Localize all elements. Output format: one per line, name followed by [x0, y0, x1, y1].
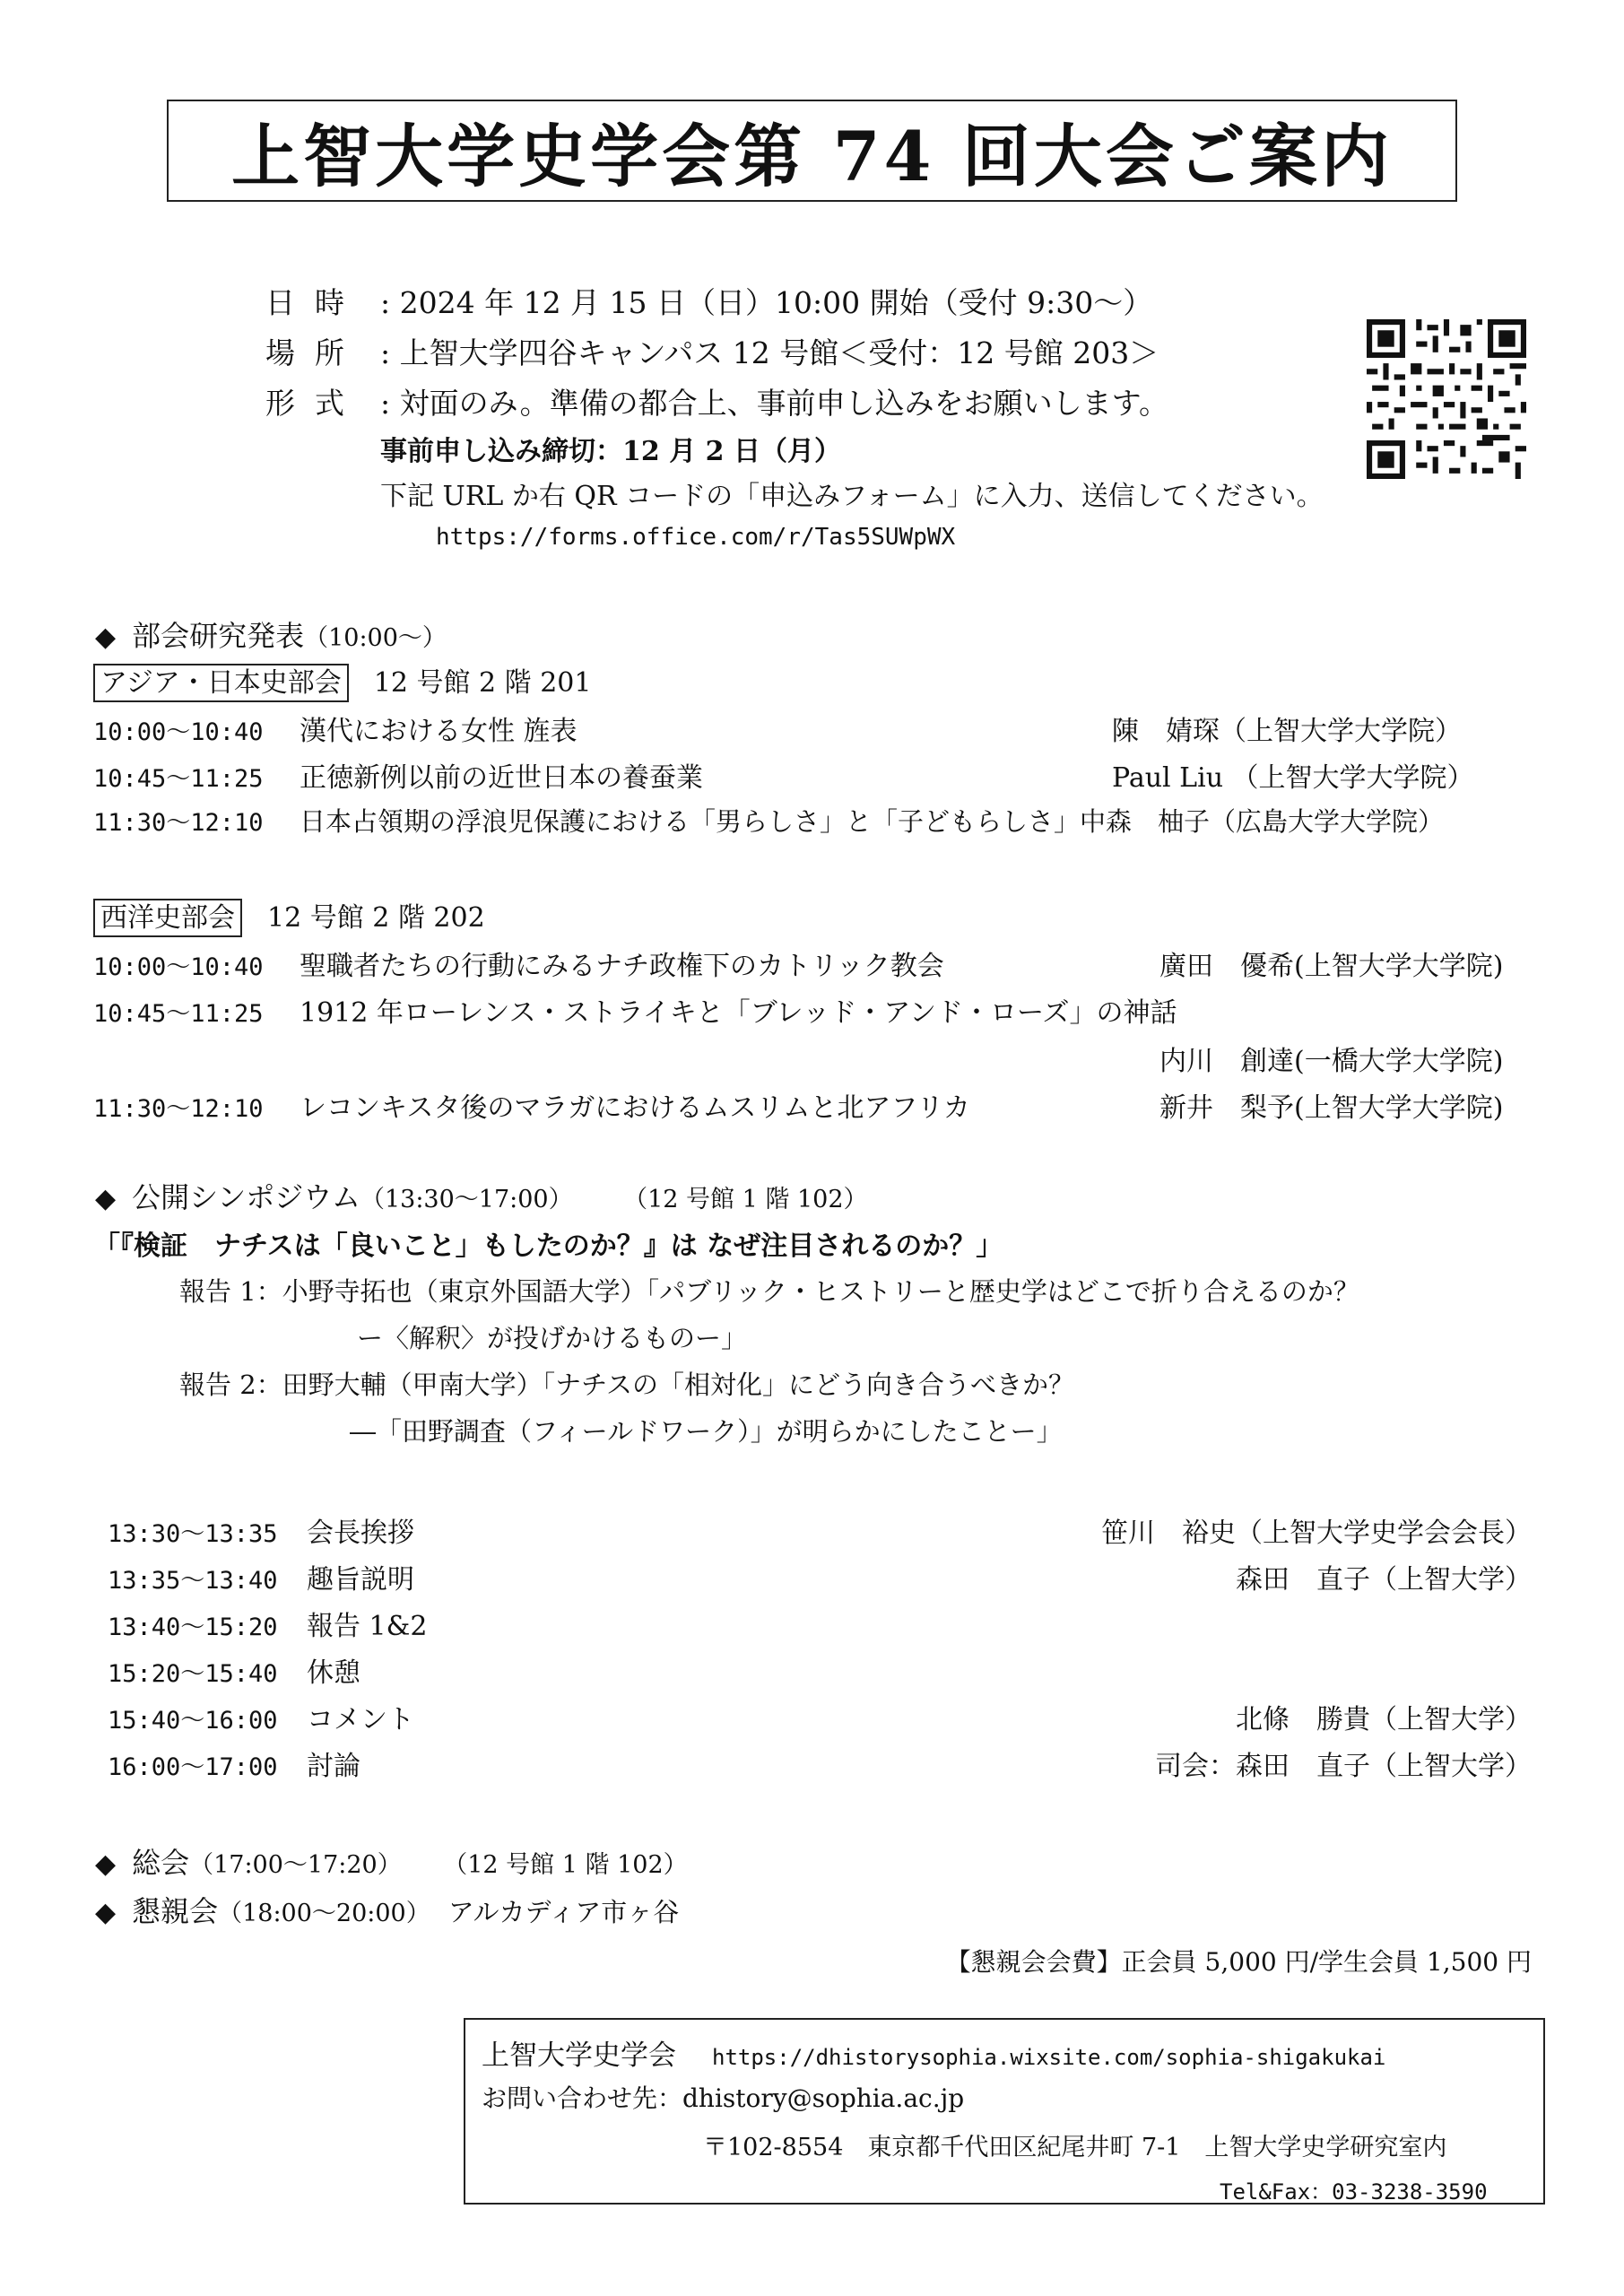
- qr-code-icon[interactable]: [1367, 319, 1526, 479]
- schedule-row: 13:30〜13:35 会長挨拶: [108, 1518, 414, 1549]
- diamond-icon: ◆: [95, 622, 117, 653]
- section-reception: [95, 1889, 679, 1930]
- schedule-person: 笹川 裕史（上智大学史学会会長）: [1101, 1518, 1532, 1549]
- western-division-name: 西洋史部会: [93, 899, 242, 937]
- reception-fee: 【懇親会会費】正会員 5,000 円/学生会員 1,500 円: [945, 1947, 1532, 1977]
- section-symposium: [95, 1175, 868, 1216]
- info-format: [265, 380, 1168, 422]
- section-general-meeting: [95, 1840, 688, 1882]
- table-row: 10:00〜10:40 漢代における女性 旌表: [93, 716, 578, 747]
- western-division-room: 12 号館 2 階 202: [267, 902, 485, 934]
- table-row: 10:00〜10:40 聖職者たちの行動にみるナチ政権下のカトリック教会: [93, 951, 944, 982]
- instruction: 下記 URL か右 QR コードの「申込みフォーム」に入力、送信してください。: [380, 481, 1324, 512]
- schedule-person: 森田 直子（上智大学）: [1236, 1564, 1532, 1596]
- presenter: 内川 創達(一橋大学大学院): [1159, 1046, 1504, 1077]
- info-place: [265, 330, 1159, 372]
- schedule-row: 13:35〜13:40 趣旨説明: [108, 1564, 414, 1596]
- place-label: 場所: [265, 335, 364, 370]
- date-label: 日時: [265, 285, 364, 320]
- contact-address: 〒102-8554 東京都千代田区紀尾井町 7-1 上智大学史学研究室内: [703, 2134, 1447, 2161]
- schedule-row: 15:20〜15:40 休憩: [108, 1657, 360, 1689]
- place-value: : 上智大学四谷キャンパス 12 号館＜受付：12 号館 203＞: [380, 335, 1159, 370]
- format-label: 形式: [265, 386, 364, 421]
- contact-org-name: 上智大学史学会: [482, 2039, 676, 2072]
- section-general-meeting-title: 総会: [132, 1846, 190, 1880]
- western-division-header: [93, 895, 485, 935]
- contact-email: お問い合わせ先：dhistory@sophia.ac.jp: [482, 2083, 965, 2113]
- section-symposium-time: （13:30〜17:00）: [360, 1186, 573, 1213]
- schedule-row: 16:00〜17:00 討論: [108, 1751, 360, 1782]
- asia-division-header: [93, 660, 591, 700]
- schedule-row: 15:40〜16:00 コメント: [108, 1704, 414, 1735]
- date-value: : 2024 年 12 月 15 日（日）10:00 開始（受付 9:30〜）: [380, 285, 1153, 320]
- contact-org: [482, 2032, 1385, 2073]
- section-symposium-room: （12 号館 1 階 102）: [635, 1186, 868, 1213]
- section-research-title: 部会研究発表: [132, 619, 305, 653]
- table-row: 10:45〜11:25 正徳新例以前の近世日本の養蚕業: [93, 762, 703, 794]
- report-2-line-1: 報告 2：田野大輔（甲南大学）「ナチスの「相対化」にどう向き合うべきか？: [179, 1370, 1075, 1400]
- schedule-row: 13:40〜15:20 報告 1&2: [108, 1611, 428, 1642]
- table-row: 11:30〜12:10 日本占領期の浮浪児保護における「男らしさ」と「子どもらしさ」中森 柚子（広島大学大学院）: [93, 806, 1445, 837]
- table-row: 11:30〜12:10 レコンキスタ後のマラガにおけるムスリムと北アフリカ: [93, 1092, 970, 1124]
- diamond-icon: ◆: [95, 1848, 117, 1880]
- section-research-time: （10:00〜）: [304, 624, 447, 652]
- report-1-line-1: 報告 1：小野寺拓也（東京外国語大学）「パブリック・ヒストリーと歴史学はどこで折り合えるのか？: [179, 1276, 1359, 1307]
- deadline: 事前申し込み締切：12 月 2 日（月）: [380, 436, 841, 467]
- section-reception-time: （18:00〜20:00）: [218, 1900, 430, 1927]
- asia-division-name: アジア・日本史部会: [93, 664, 349, 702]
- contact-tel: Tel&Fax：03-3238-3590: [1220, 2179, 1488, 2205]
- presenter: 新井 梨予(上智大学大学院): [1159, 1092, 1504, 1124]
- section-reception-venue: アルカディア市ヶ谷: [447, 1897, 680, 1927]
- report-1-line-2: ー〈解釈〉が投げかけるものー」: [357, 1323, 748, 1353]
- report-2-line-2: ―「田野調査（フィールドワーク）」が明らかにしたことー」: [350, 1416, 1063, 1447]
- section-general-meeting-time: （17:00〜17:20）: [189, 1851, 402, 1879]
- section-research: [95, 613, 447, 655]
- info-date: [265, 280, 1152, 322]
- schedule-person: 司会：森田 直子（上智大学）: [1155, 1751, 1532, 1782]
- format-value: : 対面のみ。準備の都合上、事前申し込みをお願いします。: [380, 386, 1168, 421]
- asia-division-room: 12 号館 2 階 201: [373, 667, 592, 699]
- contact-website-link[interactable]: https://dhistorysophia.wixsite.com/sophia-shigakukai: [712, 2045, 1386, 2070]
- table-row: 10:45〜11:25 1912 年ローレンス・ストライキと「ブレッド・アンド・ローズ」の神話: [93, 997, 1177, 1029]
- presenter: Paul Liu （上智大学大学院）: [1112, 762, 1474, 794]
- page-title: [167, 100, 1457, 202]
- diamond-icon: ◆: [95, 1897, 117, 1928]
- section-symposium-title: 公開シンポジウム: [132, 1180, 360, 1214]
- schedule-person: 北條 勝貴（上智大学）: [1236, 1704, 1532, 1735]
- form-url-link[interactable]: https://forms.office.com/r/Tas5SUWpWX: [436, 524, 956, 551]
- section-reception-title: 懇親会: [132, 1894, 219, 1928]
- section-general-meeting-room: （12 号館 1 階 102）: [455, 1851, 688, 1879]
- diamond-icon: ◆: [95, 1183, 117, 1214]
- symposium-theme: 「『検証 ナチスは「良いこと」もしたのか？』は なぜ注目されるのか？」: [93, 1231, 1003, 1262]
- presenter: 廣田 優希(上智大学大学院): [1159, 951, 1504, 982]
- presenter: 陳 婧琛（上智大学大学院）: [1112, 716, 1462, 747]
- page-title-text: 上智大学史学会第 74 回大会ご案内: [231, 116, 1393, 196]
